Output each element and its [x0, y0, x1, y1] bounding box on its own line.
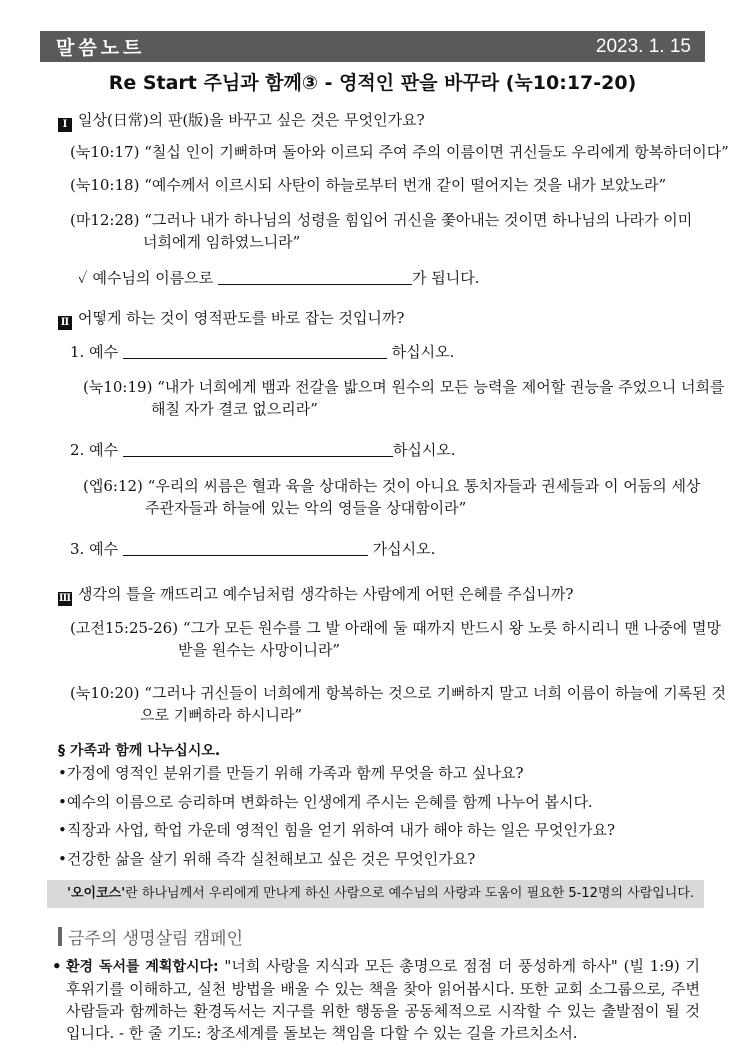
verse-6-line-1: (고전15:25-26) “그가 모든 원수를 그 발 아래에 둘 때까지 반드시 왕 노릇 하시리니 맨 나중에 멸망	[70, 619, 721, 637]
fill-in-1	[70, 342, 454, 362]
campaign-bullet: •	[52, 957, 62, 975]
verse-2: (눅10:18) “예수께서 이르시되 사탄이 하늘로부터 번개 같이 떨어지는 것을 내가 보았노라”	[70, 176, 667, 194]
share-item-4: •건강한 삶을 살기 위해 즉각 실천해보고 싶은 것은 무엇인가요?	[58, 850, 476, 868]
section-2-heading	[58, 308, 404, 330]
header-bar	[40, 31, 705, 62]
verse-5-line-2: 주관자들과 하늘에 있는 악의 영들을 상대함이라”	[145, 499, 467, 517]
fill-blank-2[interactable]	[123, 343, 387, 359]
campaign-paragraph	[66, 955, 700, 1044]
oikos-term: '오이코스'	[67, 886, 126, 901]
fill-blank-3[interactable]	[123, 441, 393, 457]
section-1-text: 일상(日常)의 판(版)을 바꾸고 싶은 것은 무엇인가요?	[78, 111, 425, 129]
campaign-title: 금주의 생명살림 캠페인	[68, 929, 244, 949]
verse-3-line-2: 너희에게 임하였느니라”	[143, 233, 301, 251]
header-date: 2023. 1. 15	[595, 35, 691, 57]
fill-1-suffix: 하십시오.	[391, 343, 455, 361]
share-heading: § 가족과 함께 나누십시오.	[58, 743, 221, 759]
fill-check-suffix: 가 됩니다.	[411, 269, 480, 287]
verse-3-line-1: (마12:28) “그러나 내가 하나님의 성령을 힘입어 귀신을 쫓아내는 것이면 하나님의 나라가 이미	[70, 211, 693, 229]
verse-5-line-1: (엡6:12) “우리의 씨름은 혈과 육을 상대하는 것이 아니요 통치자들과 권세들과 이 어둠의 세상	[83, 477, 701, 495]
fill-2-prefix: 2. 예수	[70, 441, 119, 459]
section-1-number: Ⅰ	[58, 118, 72, 132]
campaign-text: "너희 사랑을 지식과 모든 총명으로 점점 더 풍성하게 하사" (빌 1:9) 기후위기를 이해하고, 실천 방법을 배울 수 있는 책을 찾아 읽어봅시다. 또한 교회 소그룹으로, 주변 사람들과 함께하는 환경독서는 지구를 위한 행동을 공동체적으로 시작할 수 있는 출발점이 될 것입니다. - 한 줄 기도: 창조세계를 돌보는 책임을 다할 수 있는 길을 가르치소서.	[66, 957, 700, 1042]
fill-2-suffix: 하십시오.	[392, 441, 456, 459]
fill-3-suffix: 가십시오.	[372, 540, 436, 558]
verse-7-line-2: 으로 기뻐하라 하시니라”	[140, 706, 303, 724]
fill-blank-1[interactable]	[218, 269, 412, 285]
verse-4-line-1: (눅10:19) “내가 너희에게 뱀과 전갈을 밟으며 원수의 모든 능력을 제어할 권능을 주었으니 너희를	[83, 378, 725, 396]
section-3-text: 생각의 틀을 깨뜨리고 예수님처럼 생각하는 사람에게 어떤 은혜를 주십니까?	[78, 585, 574, 603]
share-item-1: •가정에 영적인 분위기를 만들기 위해 가족과 함께 무엇을 하고 싶나요?	[58, 764, 524, 782]
fill-in-check	[78, 268, 479, 288]
header-title: 말씀노트	[56, 37, 146, 59]
campaign-lead: 환경 독서를 계획합시다:	[66, 959, 219, 975]
section-3-number: Ⅲ	[58, 593, 72, 604]
verse-6-line-2: 받을 원수는 사망이니라”	[178, 641, 341, 659]
section-3-heading	[58, 584, 573, 606]
oikos-note	[47, 880, 704, 908]
fill-check-prefix: 예수님의 이름으로	[92, 269, 214, 287]
verse-1: (눅10:17) “칠십 인이 기뻐하며 돌아와 이르되 주여 주의 이름이면 귀신들도 우리에게 항복하더이다”	[70, 143, 729, 161]
share-item-3: •직장과 사업, 학업 가운데 영적인 힘을 얻기 위하여 내가 해야 하는 일은 무엇인가요?	[58, 821, 616, 839]
fill-blank-4[interactable]	[123, 540, 368, 556]
fill-1-prefix: 1. 예수	[70, 343, 119, 361]
campaign-bar	[58, 927, 62, 946]
section-2-text: 어떻게 하는 것이 영적판도를 바로 잡는 것입니까?	[78, 309, 405, 327]
campaign-heading	[58, 924, 243, 949]
sermon-title: Re Start 주님과 함께③ - 영적인 판을 바꾸라 (눅10:17-20)	[108, 72, 637, 94]
fill-in-3	[70, 539, 435, 559]
check-icon: ✓	[78, 269, 88, 287]
fill-3-prefix: 3. 예수	[70, 540, 119, 558]
oikos-definition: 란 하나님께서 우리에게 만나게 하신 사람으로 예수님의 사랑과 도움이 필요한 5-12명의 사람입니다.	[125, 886, 695, 901]
verse-4-line-2: 해칠 자가 결코 없으리라”	[151, 400, 318, 418]
fill-in-2	[70, 440, 456, 460]
verse-7-line-1: (눅10:20) “그러나 귀신들이 너희에게 항복하는 것으로 기뻐하지 말고 너희 이름이 하늘에 기록된 것	[70, 684, 726, 702]
share-item-2: •예수의 이름으로 승리하며 변화하는 인생에게 주시는 은혜를 함께 나누어 봅시다.	[58, 793, 593, 811]
section-2-number: Ⅱ	[58, 316, 72, 330]
section-1-heading	[58, 110, 425, 132]
